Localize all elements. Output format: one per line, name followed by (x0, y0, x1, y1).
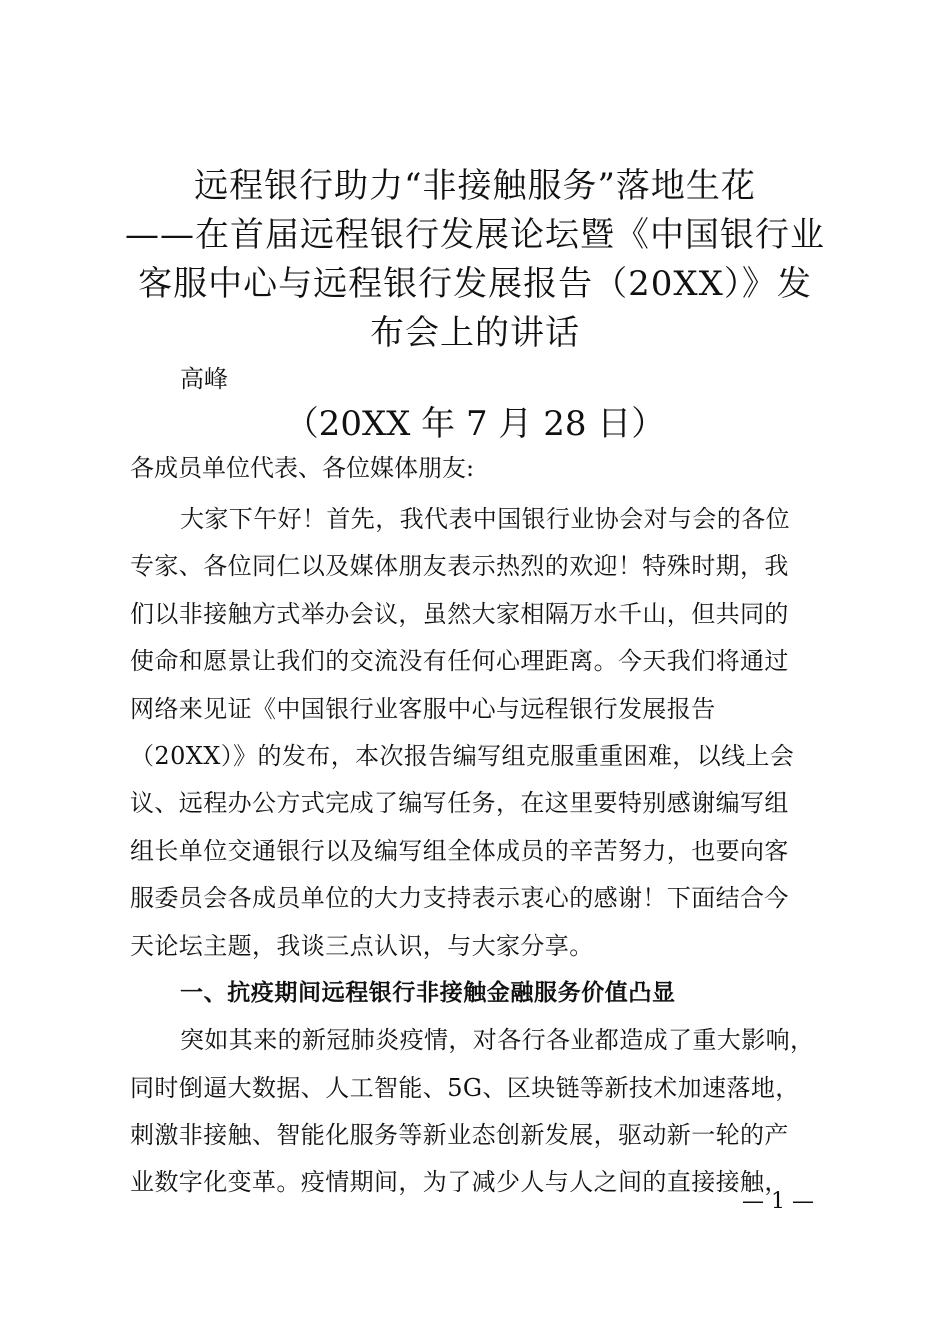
paragraph-line: 服委员会各成员单位的大力支持表示衷心的感谢！下面结合今 (130, 884, 789, 913)
title-line: 布会上的讲话 (370, 313, 580, 353)
paragraph-line: 天论坛主题，我谈三点认识，与大家分享。 (130, 931, 594, 960)
title-line: ——在首届远程银行发展论坛暨《中国银行业 (125, 215, 825, 255)
paragraph-line: 同时倒逼大数据、人工智能、5G、区块链等新技术加速落地， (130, 1073, 800, 1102)
author-name: 高峰 (180, 365, 228, 393)
paragraph-line: 议、远程办公方式完成了编写任务，在这里要特别感谢编写组 (130, 789, 789, 818)
paragraph-line: （20XX）》的发布，本次报告编写组克服重重困难，以线上会 (130, 741, 795, 770)
page-number: — 1 — (742, 1189, 814, 1214)
section-heading: 一、抗疫期间远程银行非接触金融服务价值凸显 (180, 979, 676, 1006)
paragraph-line: 们以非接触方式举办会议，虽然大家相隔万水千山，但共同的 (130, 599, 789, 628)
paragraph-line: 组长单位交通银行以及编写组全体成员的辛苦努力，也要向客 (130, 836, 789, 865)
document-title (110, 162, 840, 358)
speech-date: （20XX 年 7 月 28 日） (284, 404, 666, 444)
body-text (130, 496, 830, 1207)
paragraph-line: 专家、各位同仁以及媒体朋友表示热烈的欢迎！特殊时期，我 (130, 552, 789, 581)
title-line: 远程银行助力“非接触服务”落地生花 (194, 166, 756, 206)
paragraph-line: 大家下午好！首先，我代表中国银行业协会对与会的各位 (180, 505, 790, 533)
paragraph-line: 刺激非接触、智能化服务等新业态创新发展，驱动新一轮的产 (130, 1121, 789, 1150)
paragraph-line: 突如其来的新冠肺炎疫情，对各行各业都造成了重大影响， (180, 1026, 815, 1055)
paragraph-line: 使命和愿景让我们的交流没有任何心理距离。今天我们将通过 (130, 647, 789, 676)
title-line: 客服中心与远程银行发展报告（20XX）》发 (138, 264, 812, 304)
paragraph-line: 网络来见证《中国银行业客服中心与远程银行发展报告 (130, 694, 716, 723)
paragraph-line: 业数字化变革。疫情期间，为了减少人与人之间的直接接触， (130, 1168, 789, 1197)
salutation: 各成员单位代表、各位媒体朋友: (130, 454, 475, 482)
